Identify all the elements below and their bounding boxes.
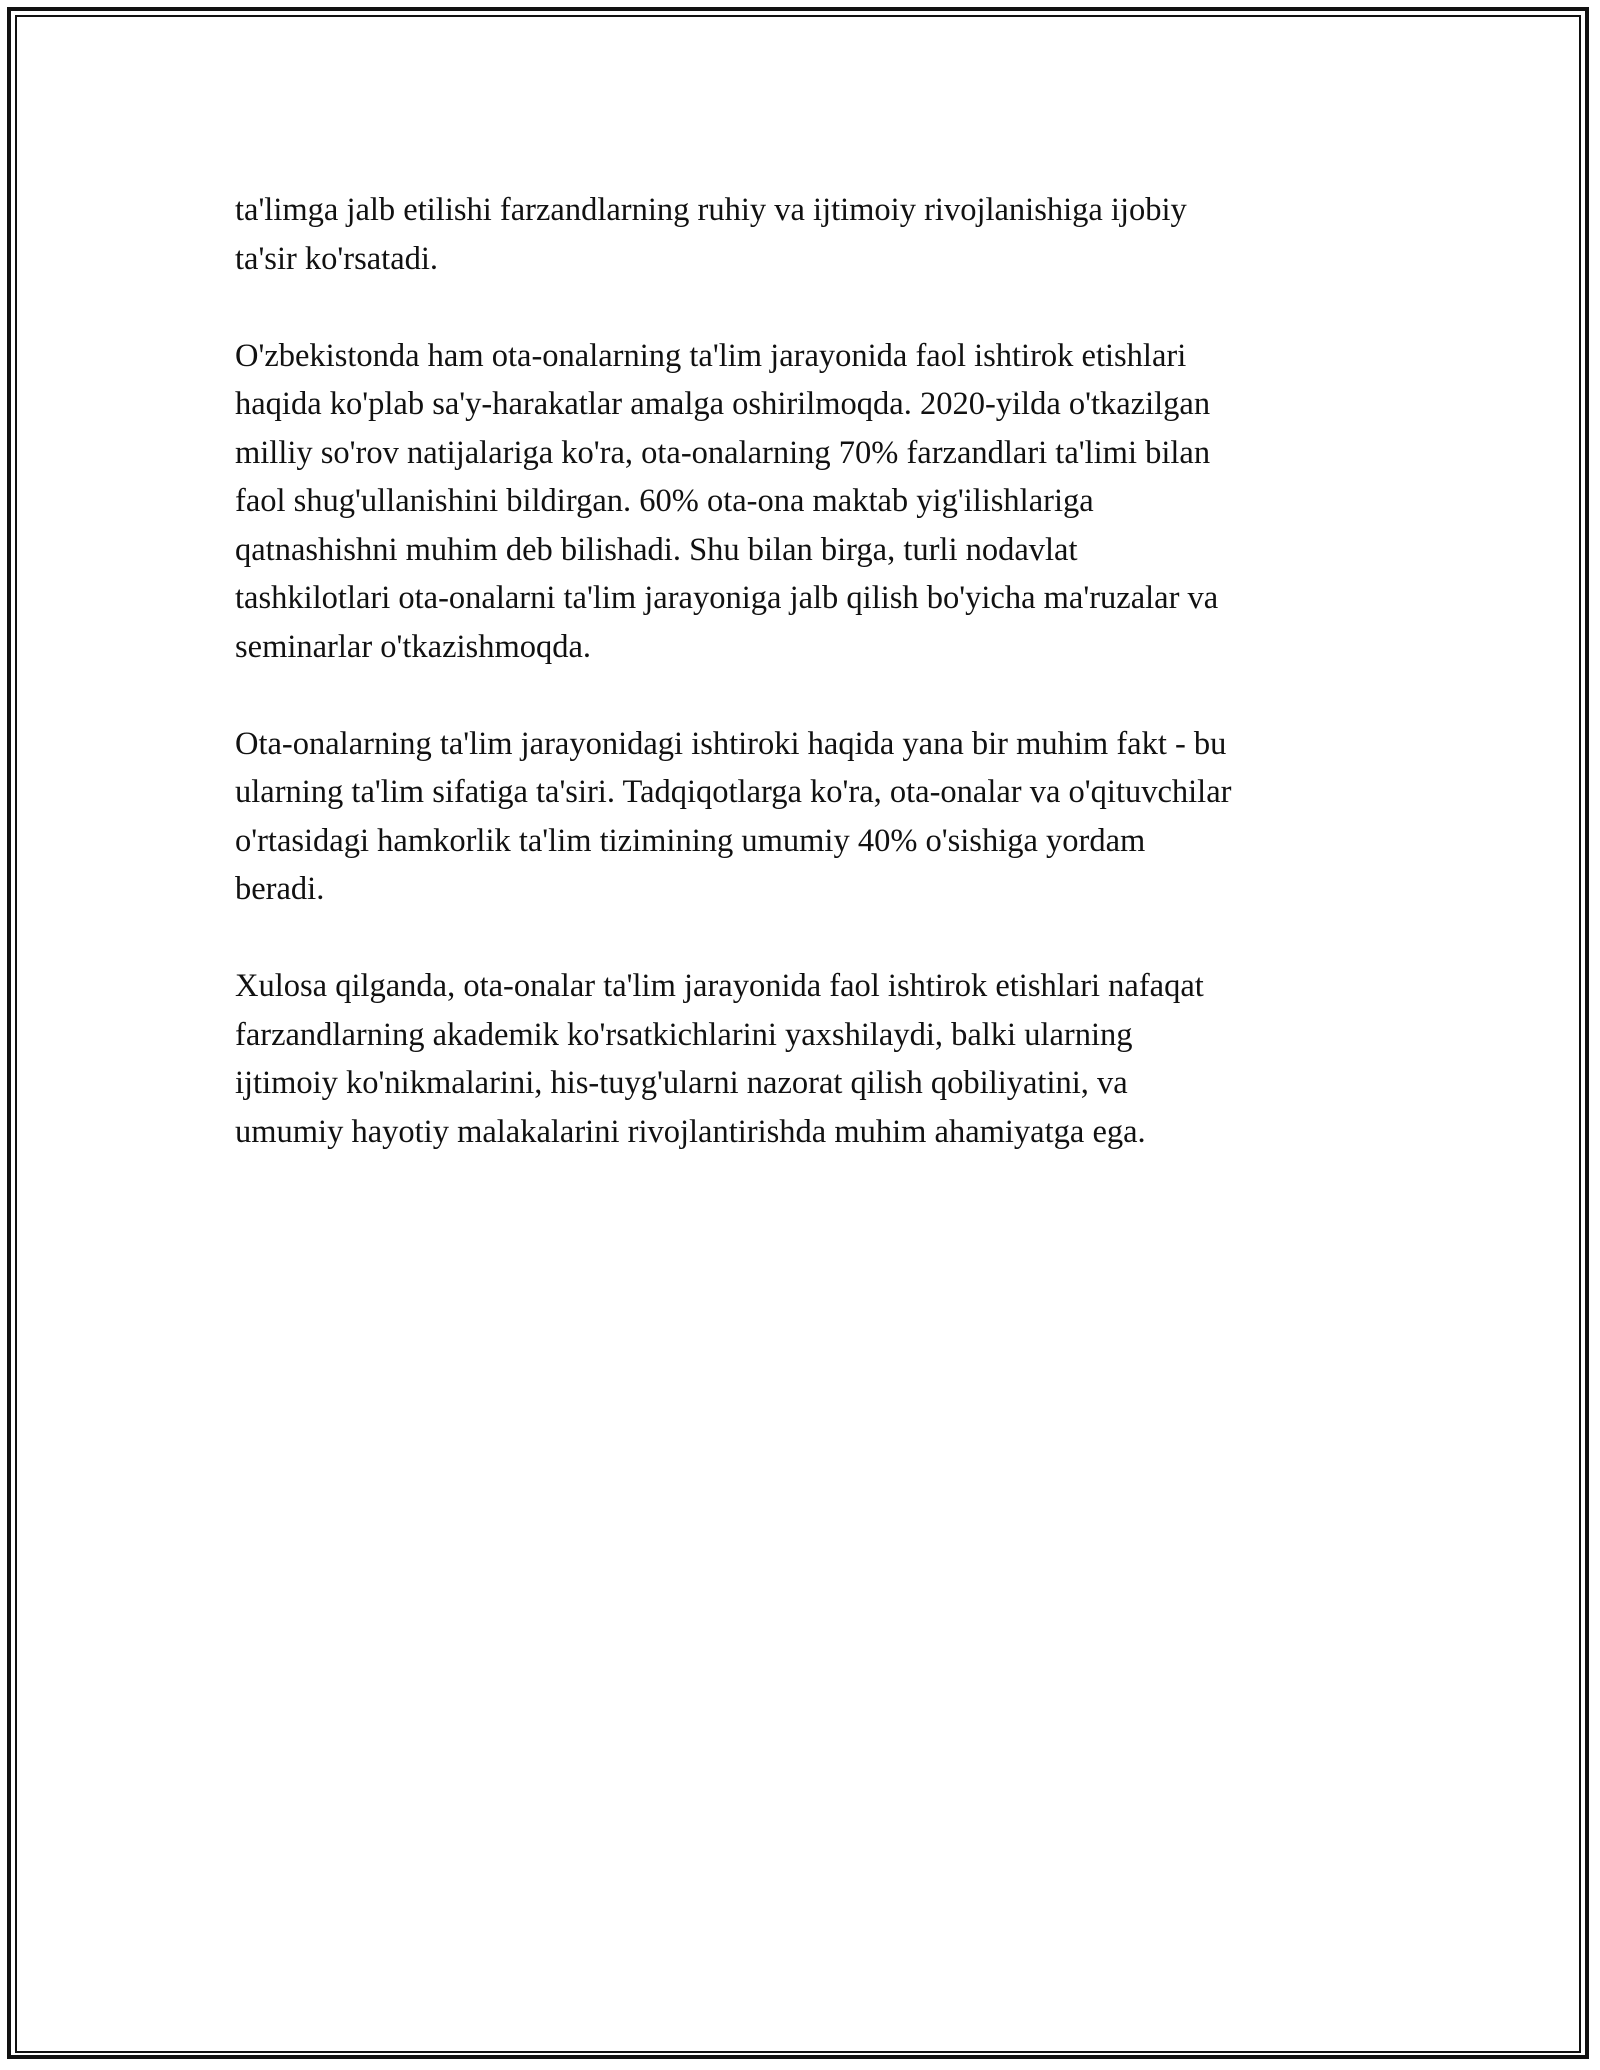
paragraph-uzbekistan-efforts: O'zbekistonda ham ota-onalarning ta'lim jarayonida faol ishtirok etishlari haqida ko'plab sa'y-harakatlar amalga oshirilmoqda. 2020-yilda o'tkazilgan milliy so'rov natijalariga ko'ra, ota-onalarning 70% farzandlari ta'limi bilan faol shug'ullanishini bildirgan. 60% ota-ona maktab yig'ilishlariga qatnashishni muhim deb bilishadi. Shu bilan birga, turli nodavlat tashkilotlari ota-onalarni ta'lim jarayoniga jalb qilish bo'yicha ma'ruzalar va seminarlar o'tkazishmoqda.: [235, 337, 1219, 665]
paragraph-continuation: ta'limga jalb etilishi farzandlarning ruhiy va ijtimoiy rivojlanishiga ijobiy ta'sir ko'rsatadi.: [235, 192, 1187, 277]
paragraph-conclusion: Xulosa qilganda, ota-onalar ta'lim jarayonida faol ishtirok etishlari nafaqat farzandlarning akademik ko'rsatkichlarini yaxshilaydi, balki ularning ijtimoiy ko'nikmalarini, his-tuyg'ularni nazorat qilish qobiliyatini, va umumiy hayotiy malakalarini rivojlantirishda muhim ahamiyatga ega.: [235, 968, 1204, 1150]
document-body: [235, 186, 1365, 1205]
paragraph-quality-impact: Ota-onalarning ta'lim jarayonidagi ishtiroki haqida yana bir muhim fakt - bu ularning ta'lim sifatiga ta'siri. Tadqiqotlarga ko'ra, ota-onalar va o'qituvchilar o'rtasidagi hamkorlik ta'lim tizimining umumiy 40% o'sishiga yordam beradi.: [235, 725, 1232, 907]
